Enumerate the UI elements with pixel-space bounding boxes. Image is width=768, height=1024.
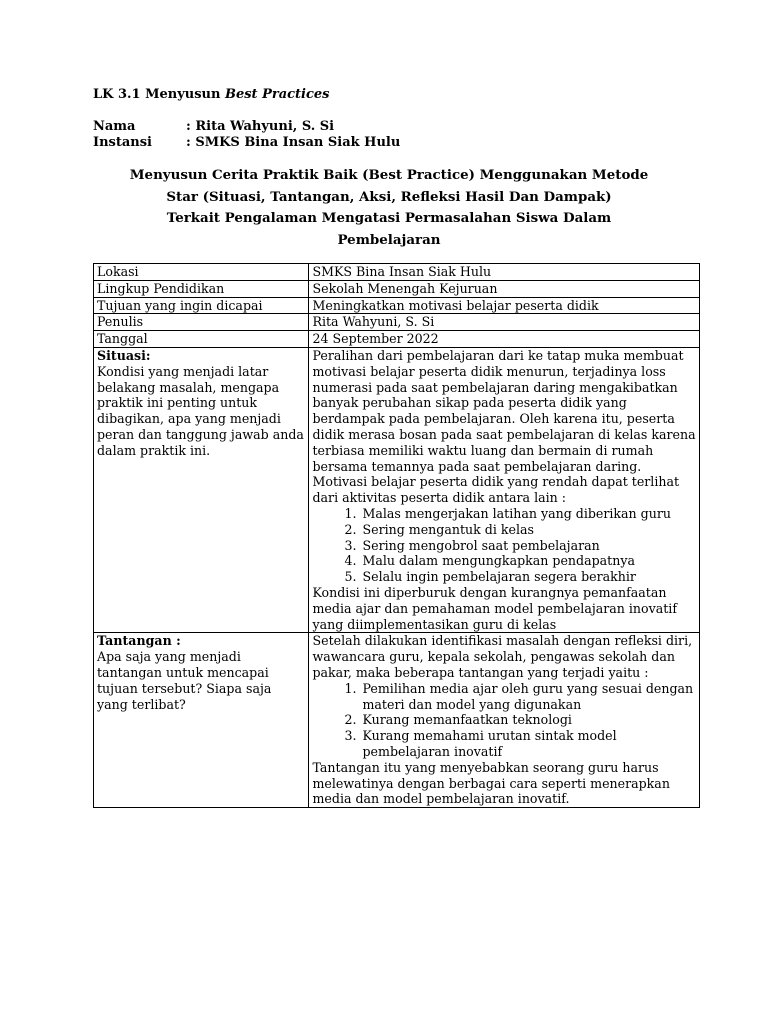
row-value: SMKS Bina Insan Siak Hulu <box>309 264 700 281</box>
list-item: 2. Kurang memanfaatkan teknologi <box>360 712 696 728</box>
tantangan-prompt: Apa saja yang menjadi tantangan untuk mencapai tujuan tersebut? Siapa saja yang terlibat? <box>97 649 272 712</box>
row-label: Lingkup Pendidikan <box>94 280 309 297</box>
tantangan-title: Tantangan : <box>97 633 181 649</box>
row-label: Lokasi <box>94 264 309 281</box>
title-emphasis: Best Practices <box>224 87 330 102</box>
identity-institution-line <box>93 135 400 150</box>
table-row <box>94 264 700 281</box>
row-value: 24 September 2022 <box>309 331 700 348</box>
identity-label: Instansi <box>93 135 152 150</box>
identity-name-line <box>93 119 334 134</box>
identity-value: : SMKS Bina Insan Siak Hulu <box>186 135 401 150</box>
situasi-title: Situasi: <box>97 347 151 363</box>
table-row <box>94 314 700 331</box>
tantangan-list <box>312 681 696 760</box>
situasi-content-cell <box>309 347 700 632</box>
situasi-label-cell <box>94 347 309 632</box>
list-item: 4. Malu dalam mengungkapkan pendapatnya <box>360 553 696 569</box>
row-value: Sekolah Menengah Kejuruan <box>309 280 700 297</box>
tantangan-paragraph-2: Tantangan itu yang menyebabkan seorang guru harus melewatinya dengan berbagai cara seperti menerapkan media dan model pembelajaran inovatif. <box>312 759 670 807</box>
list-item: 5. Selalu ingin pembelajaran segera berakhir <box>360 569 696 585</box>
list-item: 1. Pemilihan media ajar oleh guru yang sesuai dengan materi dan model yang digunakan <box>360 681 696 713</box>
row-value: Rita Wahyuni, S. Si <box>309 314 700 331</box>
table-row <box>94 297 700 314</box>
tantangan-content-cell <box>309 633 700 808</box>
row-label: Penulis <box>94 314 309 331</box>
document-heading: Menyusun Cerita Praktik Baik (Best Practice) Menggunakan Metode Star (Situasi, Tantangan, Aksi, Refleksi Hasil Dan Dampak) Terkait Pengalaman Mengatasi Permasalahan Siswa Dalam Pembelajaran <box>129 167 649 248</box>
best-practice-table <box>93 263 700 808</box>
tantangan-row <box>94 633 700 808</box>
identity-label: Nama <box>93 119 136 134</box>
situasi-paragraph-2: Motivasi belajar peserta didik yang rendah dapat terlihat dari aktivitas peserta didik antara lain : <box>312 474 680 506</box>
row-value: Meningkatkan motivasi belajar peserta didik <box>309 297 700 314</box>
table-row <box>94 331 700 348</box>
list-item: 2. Sering mengantuk di kelas <box>360 522 696 538</box>
tantangan-paragraph-1: Setelah dilakukan identifikasi masalah dengan refleksi diri, wawancara guru, kepala sekolah, pengawas sekolah dan pakar, maka beberapa tantangan yang terjadi yaitu : <box>312 633 693 680</box>
situasi-row <box>94 347 700 632</box>
table-row <box>94 280 700 297</box>
list-item: 3. Kurang memahami urutan sintak model pembelajaran inovatif <box>360 728 696 760</box>
row-label: Tanggal <box>94 331 309 348</box>
tantangan-label-cell <box>94 633 309 808</box>
situasi-list <box>312 506 696 585</box>
identity-value: : Rita Wahyuni, S. Si <box>186 119 335 134</box>
row-label: Tujuan yang ingin dicapai <box>94 297 309 314</box>
document-title: LK 3.1 Menyusun Best Practices <box>93 87 330 102</box>
situasi-paragraph-1: Peralihan dari pembelajaran dari ke tatap muka membuat motivasi belajar peserta didik menurun, terjadinya loss numerasi pada saat pembelajaran daring mengakibatkan banyak perubahan sikap pada peserta didik yang berdampak pada pembelajaran. Oleh karena itu, peserta didik merasa bosan pada saat pembelajaran di kelas karena terbiasa memiliki waktu luang dan bermain di rumah bersama temannya pada saat pembelajaran daring. <box>312 347 696 474</box>
list-item: 1. Malas mengerjakan latihan yang diberikan guru <box>360 506 696 522</box>
situasi-paragraph-3: Kondisi ini diperburuk dengan kurangnya pemanfaatan media ajar dan pemahaman model pembelajaran inovatif yang diimplementasikan guru di kelas <box>312 584 677 632</box>
situasi-prompt: Kondisi yang menjadi latar belakang masalah, mengapa praktik ini penting untuk dibagikan, apa yang menjadi peran dan tanggung jawab anda dalam praktik ini. <box>97 363 304 458</box>
list-item: 3. Sering mengobrol saat pembelajaran <box>360 538 696 554</box>
